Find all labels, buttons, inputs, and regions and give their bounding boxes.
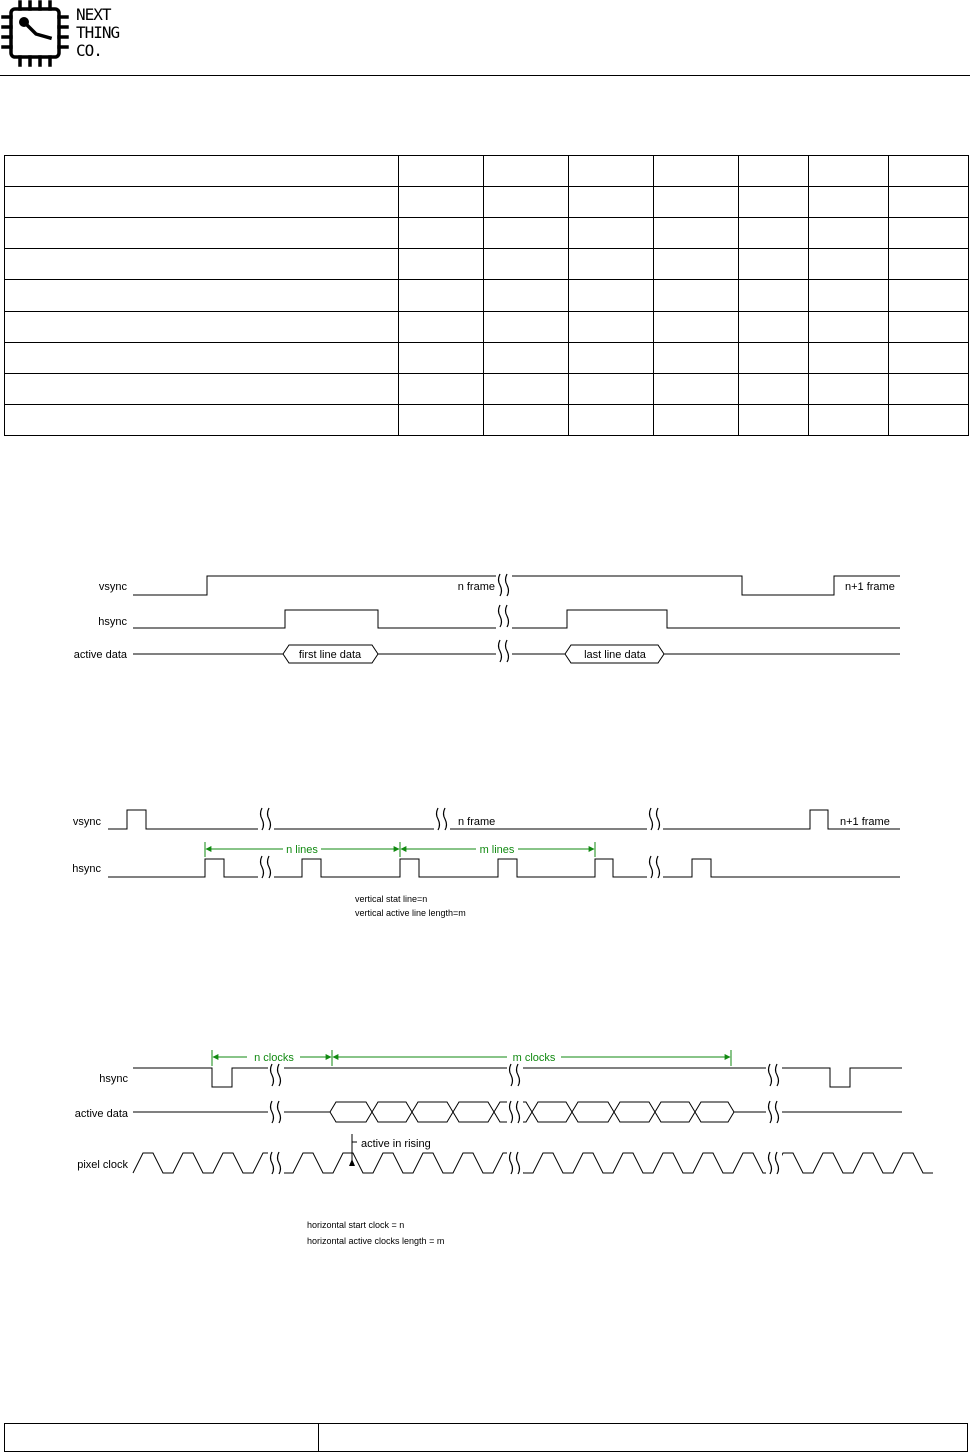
active-data-bus bbox=[330, 1102, 734, 1122]
data-bus-cell bbox=[695, 1102, 734, 1122]
vsync-waveform bbox=[108, 810, 900, 829]
logo-line: NEXT bbox=[76, 5, 111, 24]
n-frame-label: n frame bbox=[457, 581, 495, 593]
n-frame-label: n frame bbox=[458, 816, 496, 828]
data-bus-cell bbox=[372, 1102, 412, 1122]
data-bus-cell bbox=[453, 1102, 494, 1122]
signal-label-vsync: vsync bbox=[98, 581, 127, 593]
horizontal-note-line: horizontal active clocks length = m bbox=[307, 1236, 445, 1246]
data-bus-cell bbox=[330, 1102, 372, 1122]
signal-label-hsync: hsync bbox=[99, 1073, 128, 1085]
signal-label-active-data: active data bbox=[73, 649, 127, 661]
hsync-waveform bbox=[133, 610, 900, 628]
footer-cell bbox=[5, 1424, 319, 1452]
horizontal-note-line: horizontal start clock = n bbox=[307, 1220, 405, 1230]
data-bus-cell bbox=[572, 1102, 614, 1122]
data-bus-cell bbox=[412, 1102, 453, 1122]
data-bus-cell bbox=[532, 1102, 572, 1122]
signal-label-vsync: vsync bbox=[72, 816, 101, 828]
m-clocks-label: m clocks bbox=[512, 1052, 556, 1064]
pixel-clock-waveform bbox=[133, 1153, 933, 1173]
n-lines-label: n lines bbox=[286, 844, 318, 856]
frame-timing-diagram bbox=[74, 568, 900, 672]
active-in-rising-label: active in rising bbox=[361, 1138, 431, 1150]
logo-line: CO. bbox=[76, 41, 102, 60]
vertical-timing-diagram bbox=[72, 806, 900, 918]
vertical-note-line: vertical active line length=m bbox=[355, 908, 466, 918]
vsync-waveform bbox=[133, 576, 900, 595]
signal-label-hsync: hsync bbox=[98, 616, 127, 628]
n-plus-1-frame-label: n+1 frame bbox=[845, 581, 895, 593]
first-line-data-label: first line data bbox=[298, 649, 362, 661]
horizontal-timing-diagram bbox=[75, 1050, 933, 1246]
last-line-data-label: last line data bbox=[584, 649, 646, 661]
n-plus-1-frame-label: n+1 frame bbox=[840, 816, 890, 828]
signal-label-pixel-clock: pixel clock bbox=[77, 1159, 128, 1171]
signal-label-hsync: hsync bbox=[72, 863, 101, 875]
logo-line: THING bbox=[76, 23, 120, 42]
data-bus-cell bbox=[614, 1102, 655, 1122]
hsync-waveform bbox=[108, 859, 900, 877]
rising-edge-arrow-icon bbox=[349, 1159, 355, 1166]
signal-label-active-data: active data bbox=[74, 1108, 128, 1120]
footer-cell bbox=[319, 1424, 968, 1452]
break-marks bbox=[496, 568, 512, 672]
n-clocks-label: n clocks bbox=[254, 1052, 294, 1064]
data-bus-cell bbox=[655, 1102, 695, 1122]
footer-table bbox=[4, 1423, 968, 1452]
vertical-note-line: vertical stat line=n bbox=[355, 894, 428, 904]
m-lines-label: m lines bbox=[479, 844, 515, 856]
